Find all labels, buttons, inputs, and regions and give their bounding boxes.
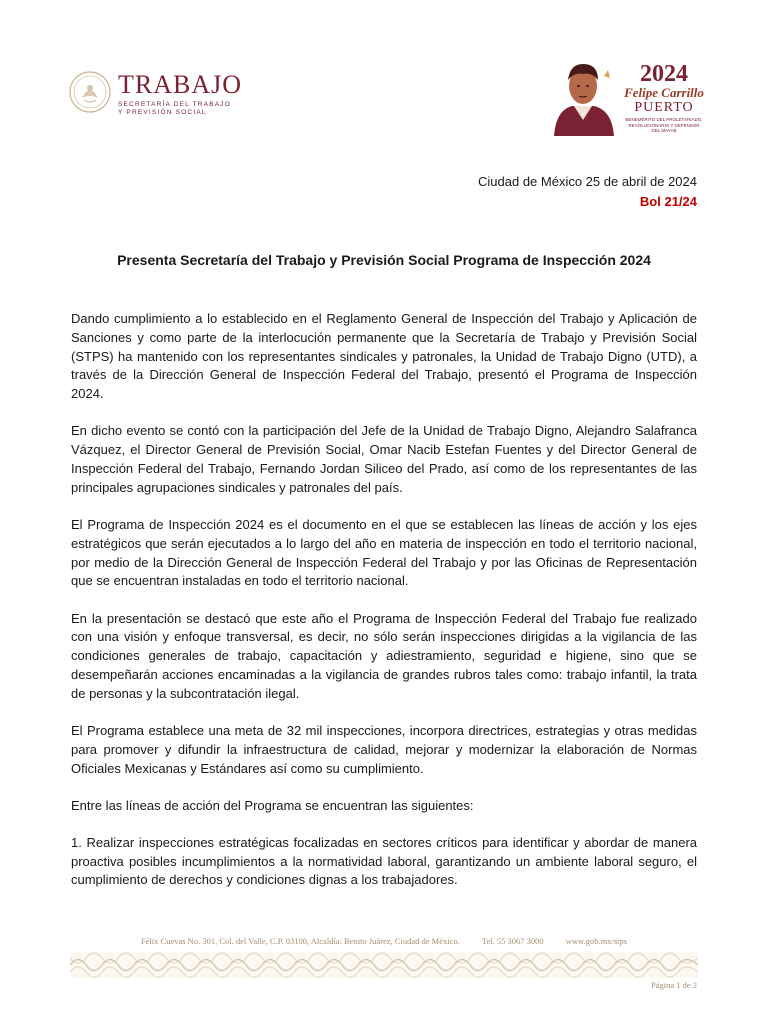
footer-ornament-icon: [70, 952, 698, 978]
paragraph-5: El Programa establece una meta de 32 mil inspecciones, incorpora directrices, estrategias y otras medidas para promover y difundir la infraestructura de calidad, mejorar y modernizar la elaboración de Normas Oficiales Mexicanas y Estándares así como su cumplimiento.: [71, 722, 697, 776]
bulletin-number: Bol 21/24: [639, 194, 697, 209]
paragraph-1: Dando cumplimiento a lo establecido en el Reglamento General de Inspección del Trabajo y Aplicación de Sanciones y como parte de la interlocución permanente que la Secretaría de Trabajo y Previsión Social (STPS) ha mantenido con los representantes sindicales y patronales, la Unidad de Trabajo Digno (UTD), a través de la Dirección General de Inspección Federal del Trabajo, presentó el Programa de Inspección 2024.: [71, 311, 697, 402]
brand-subtitle-1: SECRETARÍA DEL TRABAJO: [118, 101, 231, 108]
stps-wordmark: [118, 72, 242, 117]
document-body: [71, 310, 697, 909]
hero-name: Felipe Carrillo: [624, 85, 704, 100]
document-date: Ciudad de México 25 de abril de 2024: [478, 174, 697, 189]
page-number: Página 1 de 2: [650, 980, 697, 990]
footer-phone: Tel. 55 3067 3000: [481, 936, 544, 946]
year: 2024: [640, 61, 688, 87]
stps-logo: [68, 70, 258, 122]
brand-subtitle-2: Y PREVISIÓN SOCIAL: [118, 109, 207, 116]
paragraph-6: Entre las líneas de acción del Programa se encuentran las siguientes:: [71, 797, 474, 813]
hero-surname: PUERTO: [634, 100, 694, 115]
brand-name: TRABAJO: [118, 70, 243, 99]
footer-contact: [70, 936, 698, 946]
paragraph-3: El Programa de Inspección 2024 es el documento en el que se establecen las líneas de acción y los ejes estratégicos que serán ejecutados a lo largo del año en materia de inspección en todo el territorio nacional, por medio de la Dirección General de Inspección Federal del Trabajo y por las Oficinas de Representación que se encuentran instaladas en todo el territorio nacional.: [71, 516, 697, 589]
paragraph-7: 1. Realizar inspecciones estratégicas focalizadas en sectores críticos para identificar y abordar de manera proactiva posibles incumplimientos a la normatividad laboral, garantizando un ambiente laboral seguro, el cumplimiento de derechos y condiciones dignas a los trabajadores.: [71, 834, 697, 888]
year-text-block: [618, 62, 710, 134]
year-emblem: [548, 56, 708, 140]
footer-address: Félix Cuevas No. 301, Col. del Valle, C.P. 03100, Alcaldía: Benito Juárez, Ciudad de México.: [140, 936, 460, 946]
hero-tagline-1: BENEMÉRITO DEL PROLETARIADO,: [625, 117, 703, 122]
paragraph-4: En la presentación se destacó que este año el Programa de Inspección Federal del Trabajo fue realizado con una visión y enfoque transversal, es decir, no sólo serán inspecciones dirigidas a la vigilancia de las condiciones generales de trabajo, capacitación y adiestramiento, seguridad e higiene, sino que se desempeñarán acciones encaminadas a la vigilancia de grandes rubros tales como: trabajo infantil, la trata de personas y la subcontratación ilegal.: [71, 610, 697, 701]
letterhead: [0, 0, 768, 150]
footer-website[interactable]: www.gob.mx/stps: [565, 936, 628, 946]
mexican-coat-of-arms-icon: [68, 70, 112, 114]
paragraph-2: En dicho evento se contó con la participación del Jefe de la Unidad de Trabajo Digno, Alejandro Salafranca Vázquez, el Director General de Previsión Social, Omar Nacib Estefan Fuentes y del Director General de Inspección Federal del Trabajo, Fernando Jordan Siliceo del Prado, así como de los representantes de las principales agrupaciones sindicales y patronales del país.: [71, 423, 697, 495]
hero-tagline-2: REVOLUCIONARIO Y DEFENSOR: [628, 122, 700, 128]
portrait-icon: [548, 56, 618, 138]
hero-tagline-3: DEL MAYAB: [651, 128, 677, 133]
document-title: Presenta Secretaría del Trabajo y Previsión Social Programa de Inspección 2024: [117, 252, 651, 268]
